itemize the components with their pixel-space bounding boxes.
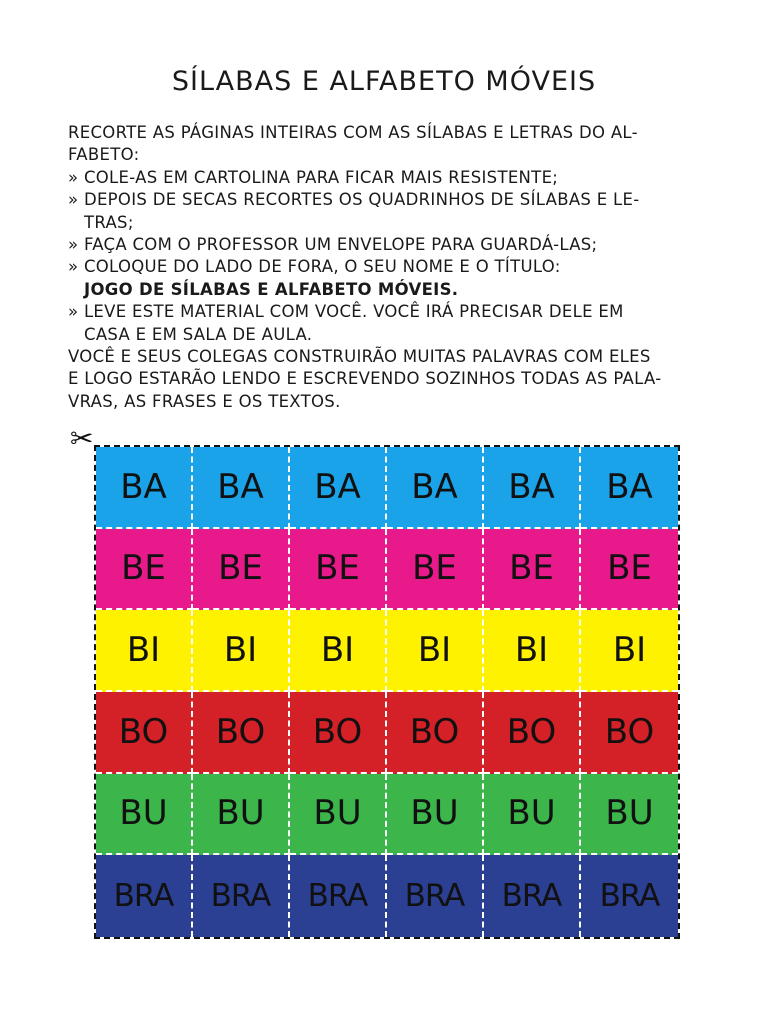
syllable-card-bi: BI (193, 610, 290, 692)
syllable-card-be: BE (193, 529, 290, 611)
syllable-card-ba: BA (193, 447, 290, 529)
syllable-card-be: BE (290, 529, 387, 611)
syllable-card-bi: BI (96, 610, 193, 692)
syllable-card-bo: BO (387, 692, 484, 774)
syllable-grid (94, 445, 680, 939)
instruction-line: FABETO: (68, 145, 140, 165)
syllable-card-bi: BI (581, 610, 678, 692)
syllable-card-bu: BU (193, 774, 290, 856)
syllable-card-ba: BA (581, 447, 678, 529)
syllable-card-bu: BU (484, 774, 581, 856)
instruction-line: » FAÇA COM O PROFESSOR UM ENVELOPE PARA GUARDÁ-LAS; (68, 235, 598, 255)
syllable-card-bu: BU (581, 774, 678, 856)
instruction-line: » COLE-AS EM CARTOLINA PARA FICAR MAIS RESISTENTE; (68, 167, 559, 187)
syllable-card-bra: BRA (484, 855, 581, 937)
syllable-card-ba: BA (387, 447, 484, 529)
syllable-card-bo: BO (581, 692, 678, 774)
instruction-line: » COLOQUE DO LADO DE FORA, O SEU NOME E O TÍTULO: (68, 257, 561, 277)
syllable-card-bu: BU (290, 774, 387, 856)
scissors-icon: ✂ (70, 422, 94, 455)
syllable-card-be: BE (387, 529, 484, 611)
instruction-line: TRAS; (84, 212, 134, 232)
syllable-card-be: BE (96, 529, 193, 611)
game-title-line: JOGO DE SÍLABAS E ALFABETO MÓVEIS. (84, 279, 459, 299)
instruction-line: » DEPOIS DE SECAS RECORTES OS QUADRINHOS DE SÍLABAS E LE- (68, 190, 640, 210)
syllable-card-ba: BA (484, 447, 581, 529)
syllable-card-ba: BA (96, 447, 193, 529)
syllable-card-bra: BRA (387, 855, 484, 937)
instruction-line: RECORTE AS PÁGINAS INTEIRAS COM AS SÍLABAS E LETRAS DO AL- (68, 123, 638, 142)
syllable-card-bra: BRA (290, 855, 387, 937)
instruction-line: VRAS, AS FRASES E OS TEXTOS. (68, 391, 341, 411)
syllable-card-be: BE (484, 529, 581, 611)
syllable-card-ba: BA (290, 447, 387, 529)
instruction-line: CASA E EM SALA DE AULA. (84, 324, 313, 344)
syllable-card-bra: BRA (581, 855, 678, 937)
instructions (68, 122, 718, 413)
syllable-card-bi: BI (484, 610, 581, 692)
syllable-card-bo: BO (484, 692, 581, 774)
instruction-line: VOCÊ E SEUS COLEGAS CONSTRUIRÃO MUITAS PALAVRAS COM ELES (68, 347, 651, 367)
syllable-card-bu: BU (96, 774, 193, 856)
syllable-card-bo: BO (96, 692, 193, 774)
syllable-card-bu: BU (387, 774, 484, 856)
syllable-card-bi: BI (290, 610, 387, 692)
syllable-card-bi: BI (387, 610, 484, 692)
syllable-card-bra: BRA (193, 855, 290, 937)
syllable-card-be: BE (581, 529, 678, 611)
instruction-line: » LEVE ESTE MATERIAL COM VOCÊ. VOCÊ IRÁ PRECISAR DELE EM (68, 302, 624, 322)
instruction-line: E LOGO ESTARÃO LENDO E ESCREVENDO SOZINHOS TODAS AS PALA- (68, 369, 662, 389)
syllable-card-bo: BO (290, 692, 387, 774)
syllable-card-bo: BO (193, 692, 290, 774)
page-title: SÍLABAS E ALFABETO MÓVEIS (171, 66, 597, 97)
syllable-card-bra: BRA (96, 855, 193, 937)
